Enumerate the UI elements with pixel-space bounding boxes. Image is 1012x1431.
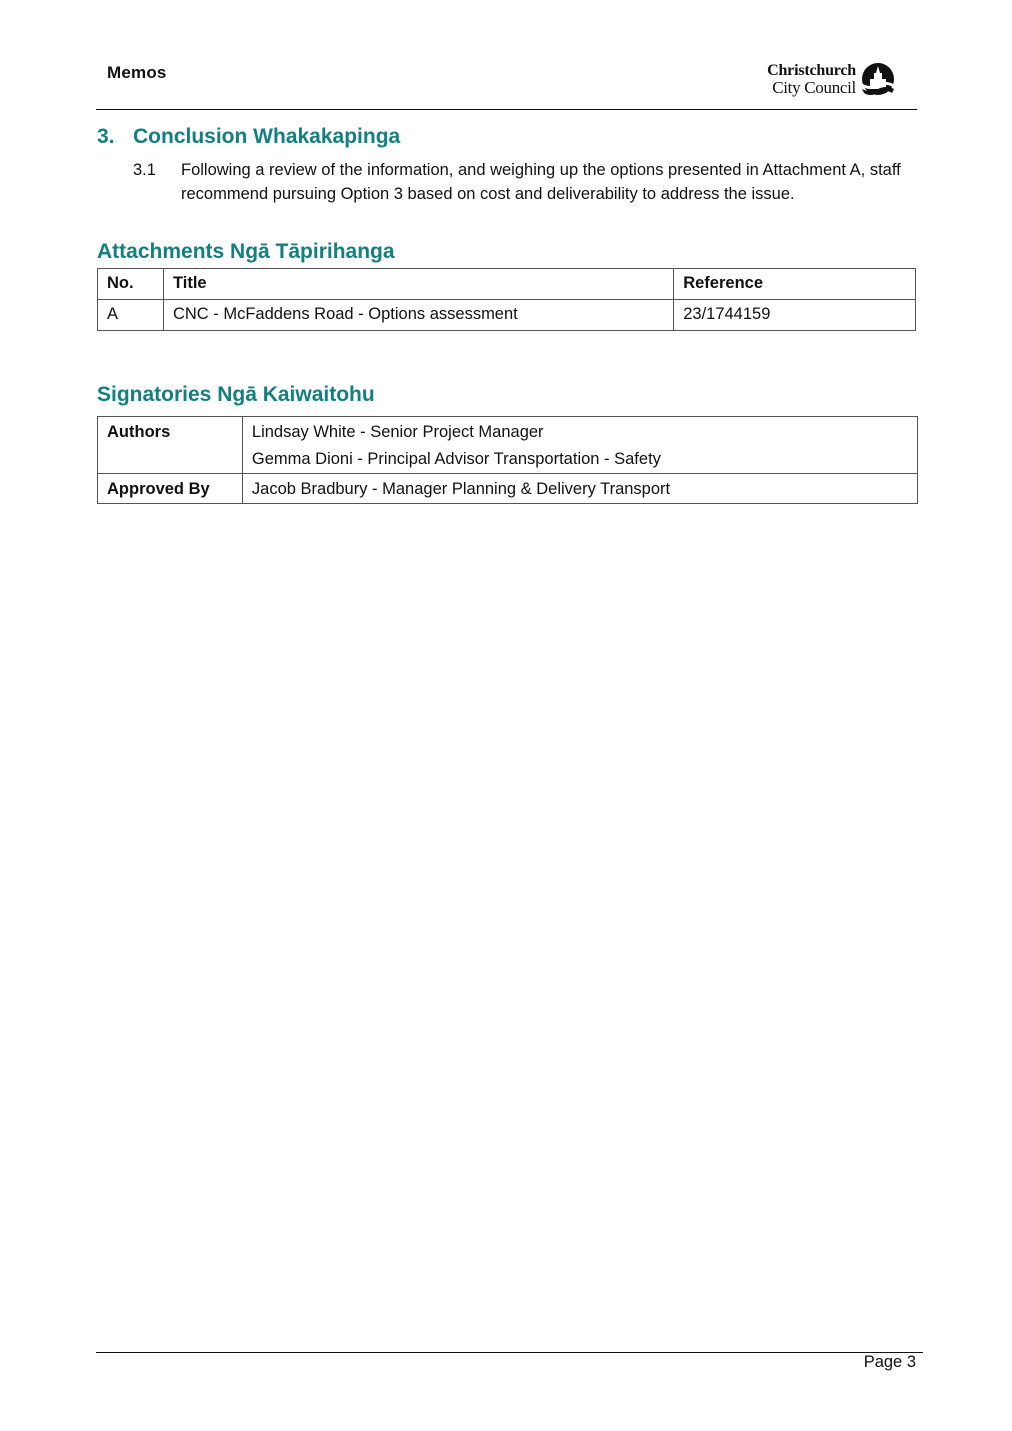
header-divider [96, 109, 917, 110]
logo-line-1: Christchurch [767, 62, 856, 79]
council-logo [744, 60, 904, 104]
table-row [98, 417, 918, 474]
table-row [98, 300, 916, 331]
attachments-heading: Attachments Ngā Tāpirihanga [97, 240, 395, 263]
attachment-no: A [98, 300, 164, 331]
approved-by-name: Jacob Bradbury - Manager Planning & Delivery Transport [242, 474, 917, 504]
authors-label: Authors [98, 417, 243, 474]
table-row [98, 474, 918, 504]
logo-line-2: City Council [772, 78, 856, 97]
author-name: Gemma Dioni - Principal Advisor Transportation - Safety [251, 450, 661, 468]
section-heading [97, 125, 400, 149]
cathedral-logo-icon [860, 62, 896, 98]
signatories-heading: Signatories Ngā Kaiwaitohu [97, 383, 375, 406]
table-header-row [98, 269, 916, 300]
approved-by-label: Approved By [98, 474, 243, 504]
authors-list [242, 417, 917, 474]
paragraph-number: 3.1 [133, 161, 156, 179]
logo-text [767, 62, 856, 96]
header-title: Memos [107, 63, 167, 82]
paragraph-text: Following a review of the information, and weighing up the options presented in Attachment A, staff recommend pursuing Option 3 based on cost and deliverability to address the issue. [181, 161, 901, 203]
section-number: 3. [97, 125, 115, 148]
footer-divider [96, 1352, 923, 1353]
attachments-table [97, 268, 916, 331]
column-header-title: Title [163, 269, 673, 300]
column-header-reference: Reference [674, 269, 916, 300]
author-name: Lindsay White - Senior Project Manager [251, 423, 544, 441]
column-header-no: No. [98, 269, 164, 300]
section-title: Conclusion Whakakapinga [133, 125, 401, 148]
page-number: Page 3 [863, 1353, 916, 1371]
attachment-reference: 23/1744159 [674, 300, 916, 331]
attachment-title: CNC - McFaddens Road - Options assessment [163, 300, 673, 331]
signatories-table [97, 416, 918, 504]
